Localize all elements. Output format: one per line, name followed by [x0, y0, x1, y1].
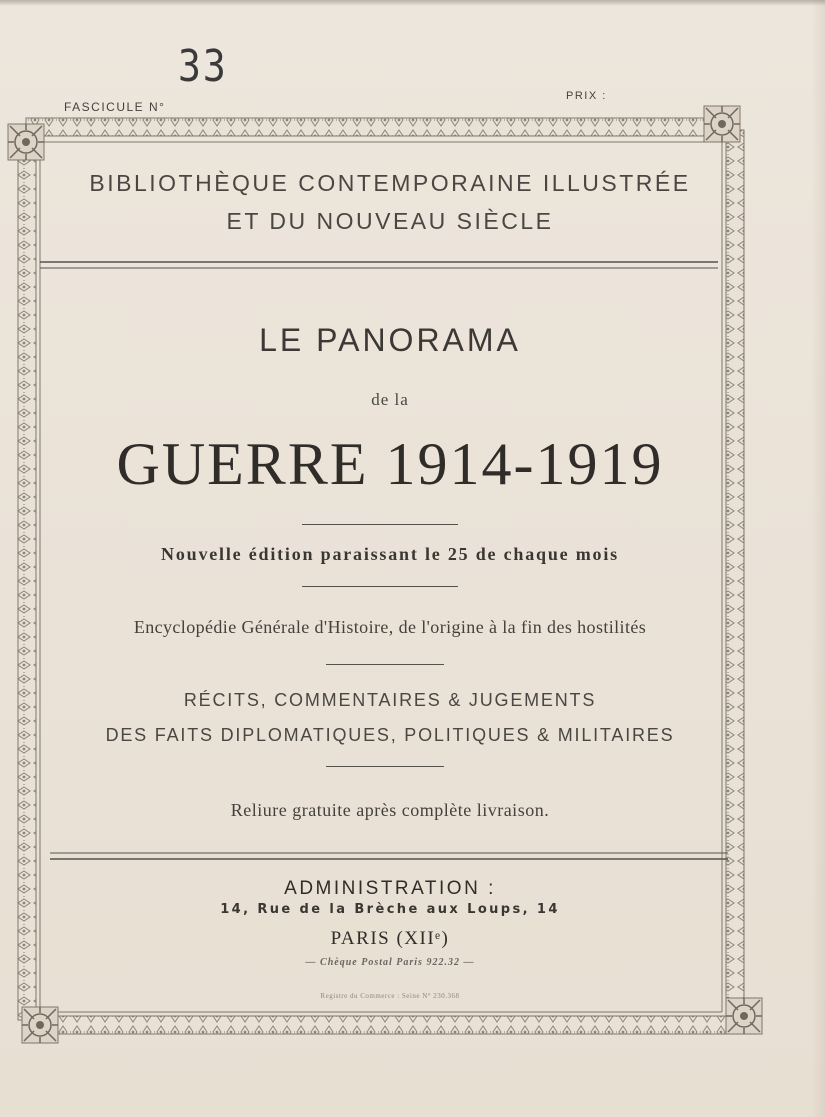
edition-notice: Nouvelle édition paraissant le 25 de chaque mois: [161, 544, 619, 564]
administration-address: 14, Rue de la Brèche aux Loups, 14: [220, 902, 560, 917]
prix-label: PRIX :: [566, 90, 607, 102]
divider-rule: [326, 766, 444, 767]
description-line: Encyclopédie Générale d'Histoire, de l'origine à la fin des hostilités: [133, 617, 647, 637]
recits-line2: DES FAITS DIPLOMATIQUES, POLITIQUES & MILITAIRES: [105, 725, 675, 745]
recits-line1: RÉCITS, COMMENTAIRES & JUGEMENTS: [183, 690, 597, 710]
fascicule-number: 33: [178, 40, 228, 92]
postal-cheque: — Chèque Postal Paris 922.32 —: [305, 957, 475, 968]
commerce-registry: Registre du Commerce : Seine N° 230.368: [320, 992, 460, 1000]
fascicule-label: FASCICULE N°: [64, 100, 166, 114]
main-title: LE PANORAMA: [259, 322, 521, 358]
subject-title: GUERRE 1914-1919: [116, 431, 664, 497]
administration-title: ADMINISTRATION :: [284, 878, 496, 899]
title-connector: de la: [371, 390, 409, 409]
divider-rule: [326, 664, 444, 665]
divider-rule: [302, 586, 458, 587]
administration-city: PARIS (XIIᵉ): [330, 928, 450, 949]
divider-rule: [302, 524, 458, 525]
series-title-line2: ET DU NOUVEAU SIÈCLE: [226, 208, 554, 234]
reliure-notice: Reliure gratuite après complète livraison.: [230, 800, 550, 820]
series-title-line1: BIBLIOTHÈQUE CONTEMPORAINE ILLUSTRÉE: [89, 170, 691, 196]
